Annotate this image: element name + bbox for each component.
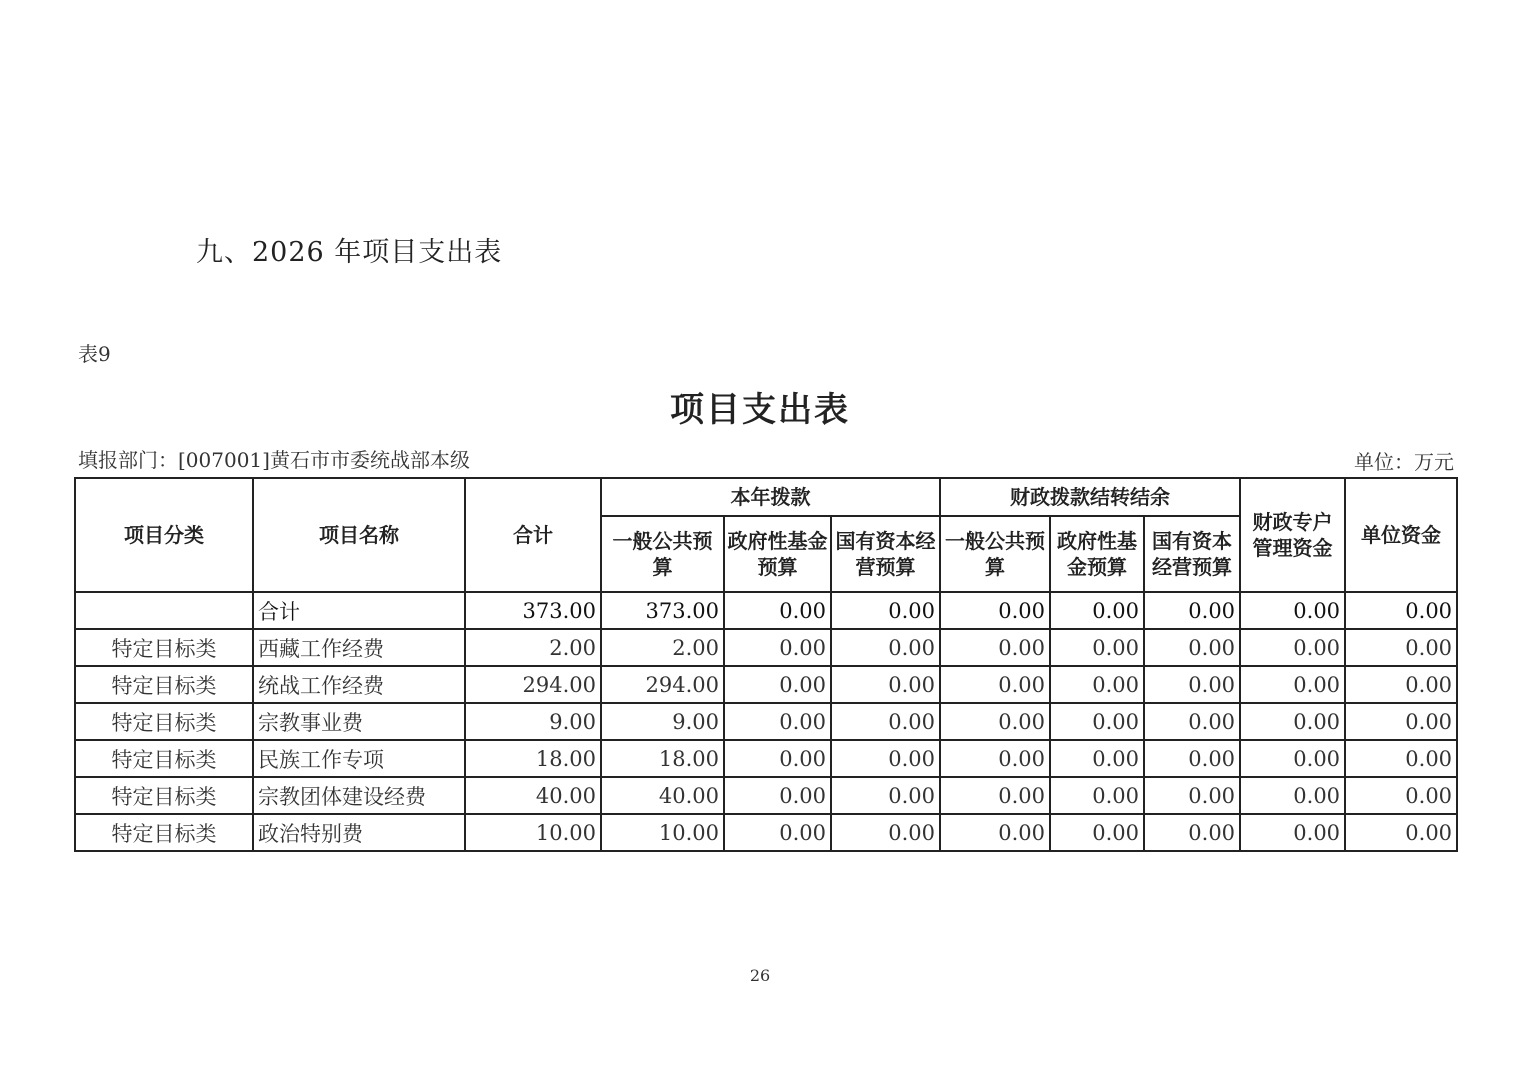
header-unit-funds: 单位资金 bbox=[1345, 478, 1457, 592]
cell-current-state-capital: 0.00 bbox=[831, 666, 940, 703]
cell-special-account: 0.00 bbox=[1240, 814, 1345, 851]
cell-special-account: 0.00 bbox=[1240, 777, 1345, 814]
cell-unit-funds: 0.00 bbox=[1345, 740, 1457, 777]
cell-carryover-general: 0.00 bbox=[940, 629, 1050, 666]
cell-unit-funds: 0.00 bbox=[1345, 629, 1457, 666]
cell-current-general: 373.00 bbox=[601, 592, 724, 629]
cell-current-fund: 0.00 bbox=[724, 629, 831, 666]
cell-carryover-general: 0.00 bbox=[940, 814, 1050, 851]
cell-category: 特定目标类 bbox=[75, 777, 253, 814]
cell-carryover-general: 0.00 bbox=[940, 666, 1050, 703]
cell-current-fund: 0.00 bbox=[724, 814, 831, 851]
cell-special-account: 0.00 bbox=[1240, 666, 1345, 703]
table-row bbox=[75, 814, 1457, 851]
cell-category: 特定目标类 bbox=[75, 740, 253, 777]
cell-unit-funds: 0.00 bbox=[1345, 814, 1457, 851]
cell-category: 特定目标类 bbox=[75, 666, 253, 703]
cell-current-general: 294.00 bbox=[601, 666, 724, 703]
cell-carryover-fund: 0.00 bbox=[1050, 814, 1144, 851]
cell-current-general: 10.00 bbox=[601, 814, 724, 851]
cell-unit-funds: 0.00 bbox=[1345, 592, 1457, 629]
cell-carryover-state-capital: 0.00 bbox=[1144, 629, 1240, 666]
cell-special-account: 0.00 bbox=[1240, 740, 1345, 777]
table-row-total bbox=[75, 592, 1457, 629]
header-current-general: 一般公共预算 bbox=[601, 516, 724, 592]
header-group-current-year: 本年拨款 bbox=[601, 478, 940, 516]
cell-carryover-fund: 0.00 bbox=[1050, 666, 1144, 703]
cell-carryover-general: 0.00 bbox=[940, 592, 1050, 629]
cell-carryover-fund: 0.00 bbox=[1050, 777, 1144, 814]
cell-unit-funds: 0.00 bbox=[1345, 666, 1457, 703]
table-row bbox=[75, 777, 1457, 814]
cell-project-name: 政治特别费 bbox=[253, 814, 465, 851]
page-number: 26 bbox=[749, 966, 771, 985]
header-carryover-state-capital: 国有资本经营预算 bbox=[1144, 516, 1240, 592]
cell-category bbox=[75, 592, 253, 629]
table-row bbox=[75, 666, 1457, 703]
cell-total: 40.00 bbox=[465, 777, 601, 814]
cell-project-name: 统战工作经费 bbox=[253, 666, 465, 703]
cell-total: 18.00 bbox=[465, 740, 601, 777]
cell-category: 特定目标类 bbox=[75, 629, 253, 666]
header-total: 合计 bbox=[465, 478, 601, 592]
cell-carryover-fund: 0.00 bbox=[1050, 592, 1144, 629]
cell-current-state-capital: 0.00 bbox=[831, 740, 940, 777]
section-title: 九、2026 年项目支出表 bbox=[196, 237, 503, 268]
header-project-name: 项目名称 bbox=[253, 478, 465, 592]
project-expenditure-table bbox=[74, 477, 1458, 852]
cell-current-fund: 0.00 bbox=[724, 777, 831, 814]
cell-current-general: 9.00 bbox=[601, 703, 724, 740]
cell-carryover-general: 0.00 bbox=[940, 740, 1050, 777]
cell-unit-funds: 0.00 bbox=[1345, 703, 1457, 740]
unit-label: 单位：万元 bbox=[1354, 450, 1454, 474]
table-row bbox=[75, 703, 1457, 740]
cell-special-account: 0.00 bbox=[1240, 629, 1345, 666]
header-carryover-general: 一般公共预算 bbox=[940, 516, 1050, 592]
cell-special-account: 0.00 bbox=[1240, 703, 1345, 740]
cell-current-general: 40.00 bbox=[601, 777, 724, 814]
reporting-department: 填报部门：[007001]黄石市市委统战部本级 bbox=[78, 448, 470, 472]
cell-carryover-general: 0.00 bbox=[940, 777, 1050, 814]
cell-total: 9.00 bbox=[465, 703, 601, 740]
cell-carryover-state-capital: 0.00 bbox=[1144, 740, 1240, 777]
cell-current-state-capital: 0.00 bbox=[831, 592, 940, 629]
cell-carryover-fund: 0.00 bbox=[1050, 629, 1144, 666]
cell-current-fund: 0.00 bbox=[724, 592, 831, 629]
cell-carryover-fund: 0.00 bbox=[1050, 740, 1144, 777]
cell-current-general: 2.00 bbox=[601, 629, 724, 666]
cell-category: 特定目标类 bbox=[75, 703, 253, 740]
cell-total: 294.00 bbox=[465, 666, 601, 703]
cell-total: 373.00 bbox=[465, 592, 601, 629]
header-carryover-fund: 政府性基金预算 bbox=[1050, 516, 1144, 592]
cell-current-fund: 0.00 bbox=[724, 703, 831, 740]
table-row bbox=[75, 740, 1457, 777]
page-title: 项目支出表 bbox=[670, 390, 850, 430]
cell-carryover-state-capital: 0.00 bbox=[1144, 814, 1240, 851]
cell-carryover-state-capital: 0.00 bbox=[1144, 666, 1240, 703]
cell-carryover-state-capital: 0.00 bbox=[1144, 777, 1240, 814]
cell-special-account: 0.00 bbox=[1240, 592, 1345, 629]
cell-project-name: 宗教事业费 bbox=[253, 703, 465, 740]
cell-current-general: 18.00 bbox=[601, 740, 724, 777]
cell-total: 2.00 bbox=[465, 629, 601, 666]
cell-current-fund: 0.00 bbox=[724, 666, 831, 703]
cell-current-state-capital: 0.00 bbox=[831, 814, 940, 851]
header-category: 项目分类 bbox=[75, 478, 253, 592]
cell-project-name: 西藏工作经费 bbox=[253, 629, 465, 666]
cell-current-fund: 0.00 bbox=[724, 740, 831, 777]
cell-carryover-state-capital: 0.00 bbox=[1144, 592, 1240, 629]
cell-carryover-fund: 0.00 bbox=[1050, 703, 1144, 740]
header-group-carryover: 财政拨款结转结余 bbox=[940, 478, 1240, 516]
cell-project-name: 合计 bbox=[253, 592, 465, 629]
cell-project-name: 民族工作专项 bbox=[253, 740, 465, 777]
cell-carryover-general: 0.00 bbox=[940, 703, 1050, 740]
cell-total: 10.00 bbox=[465, 814, 601, 851]
cell-current-state-capital: 0.00 bbox=[831, 629, 940, 666]
cell-carryover-state-capital: 0.00 bbox=[1144, 703, 1240, 740]
header-current-state-capital: 国有资本经营预算 bbox=[831, 516, 940, 592]
cell-unit-funds: 0.00 bbox=[1345, 777, 1457, 814]
header-current-fund: 政府性基金预算 bbox=[724, 516, 831, 592]
cell-project-name: 宗教团体建设经费 bbox=[253, 777, 465, 814]
cell-current-state-capital: 0.00 bbox=[831, 777, 940, 814]
table-row bbox=[75, 629, 1457, 666]
table-number: 表9 bbox=[78, 342, 111, 366]
header-special-account: 财政专户管理资金 bbox=[1240, 478, 1345, 592]
cell-category: 特定目标类 bbox=[75, 814, 253, 851]
cell-current-state-capital: 0.00 bbox=[831, 703, 940, 740]
